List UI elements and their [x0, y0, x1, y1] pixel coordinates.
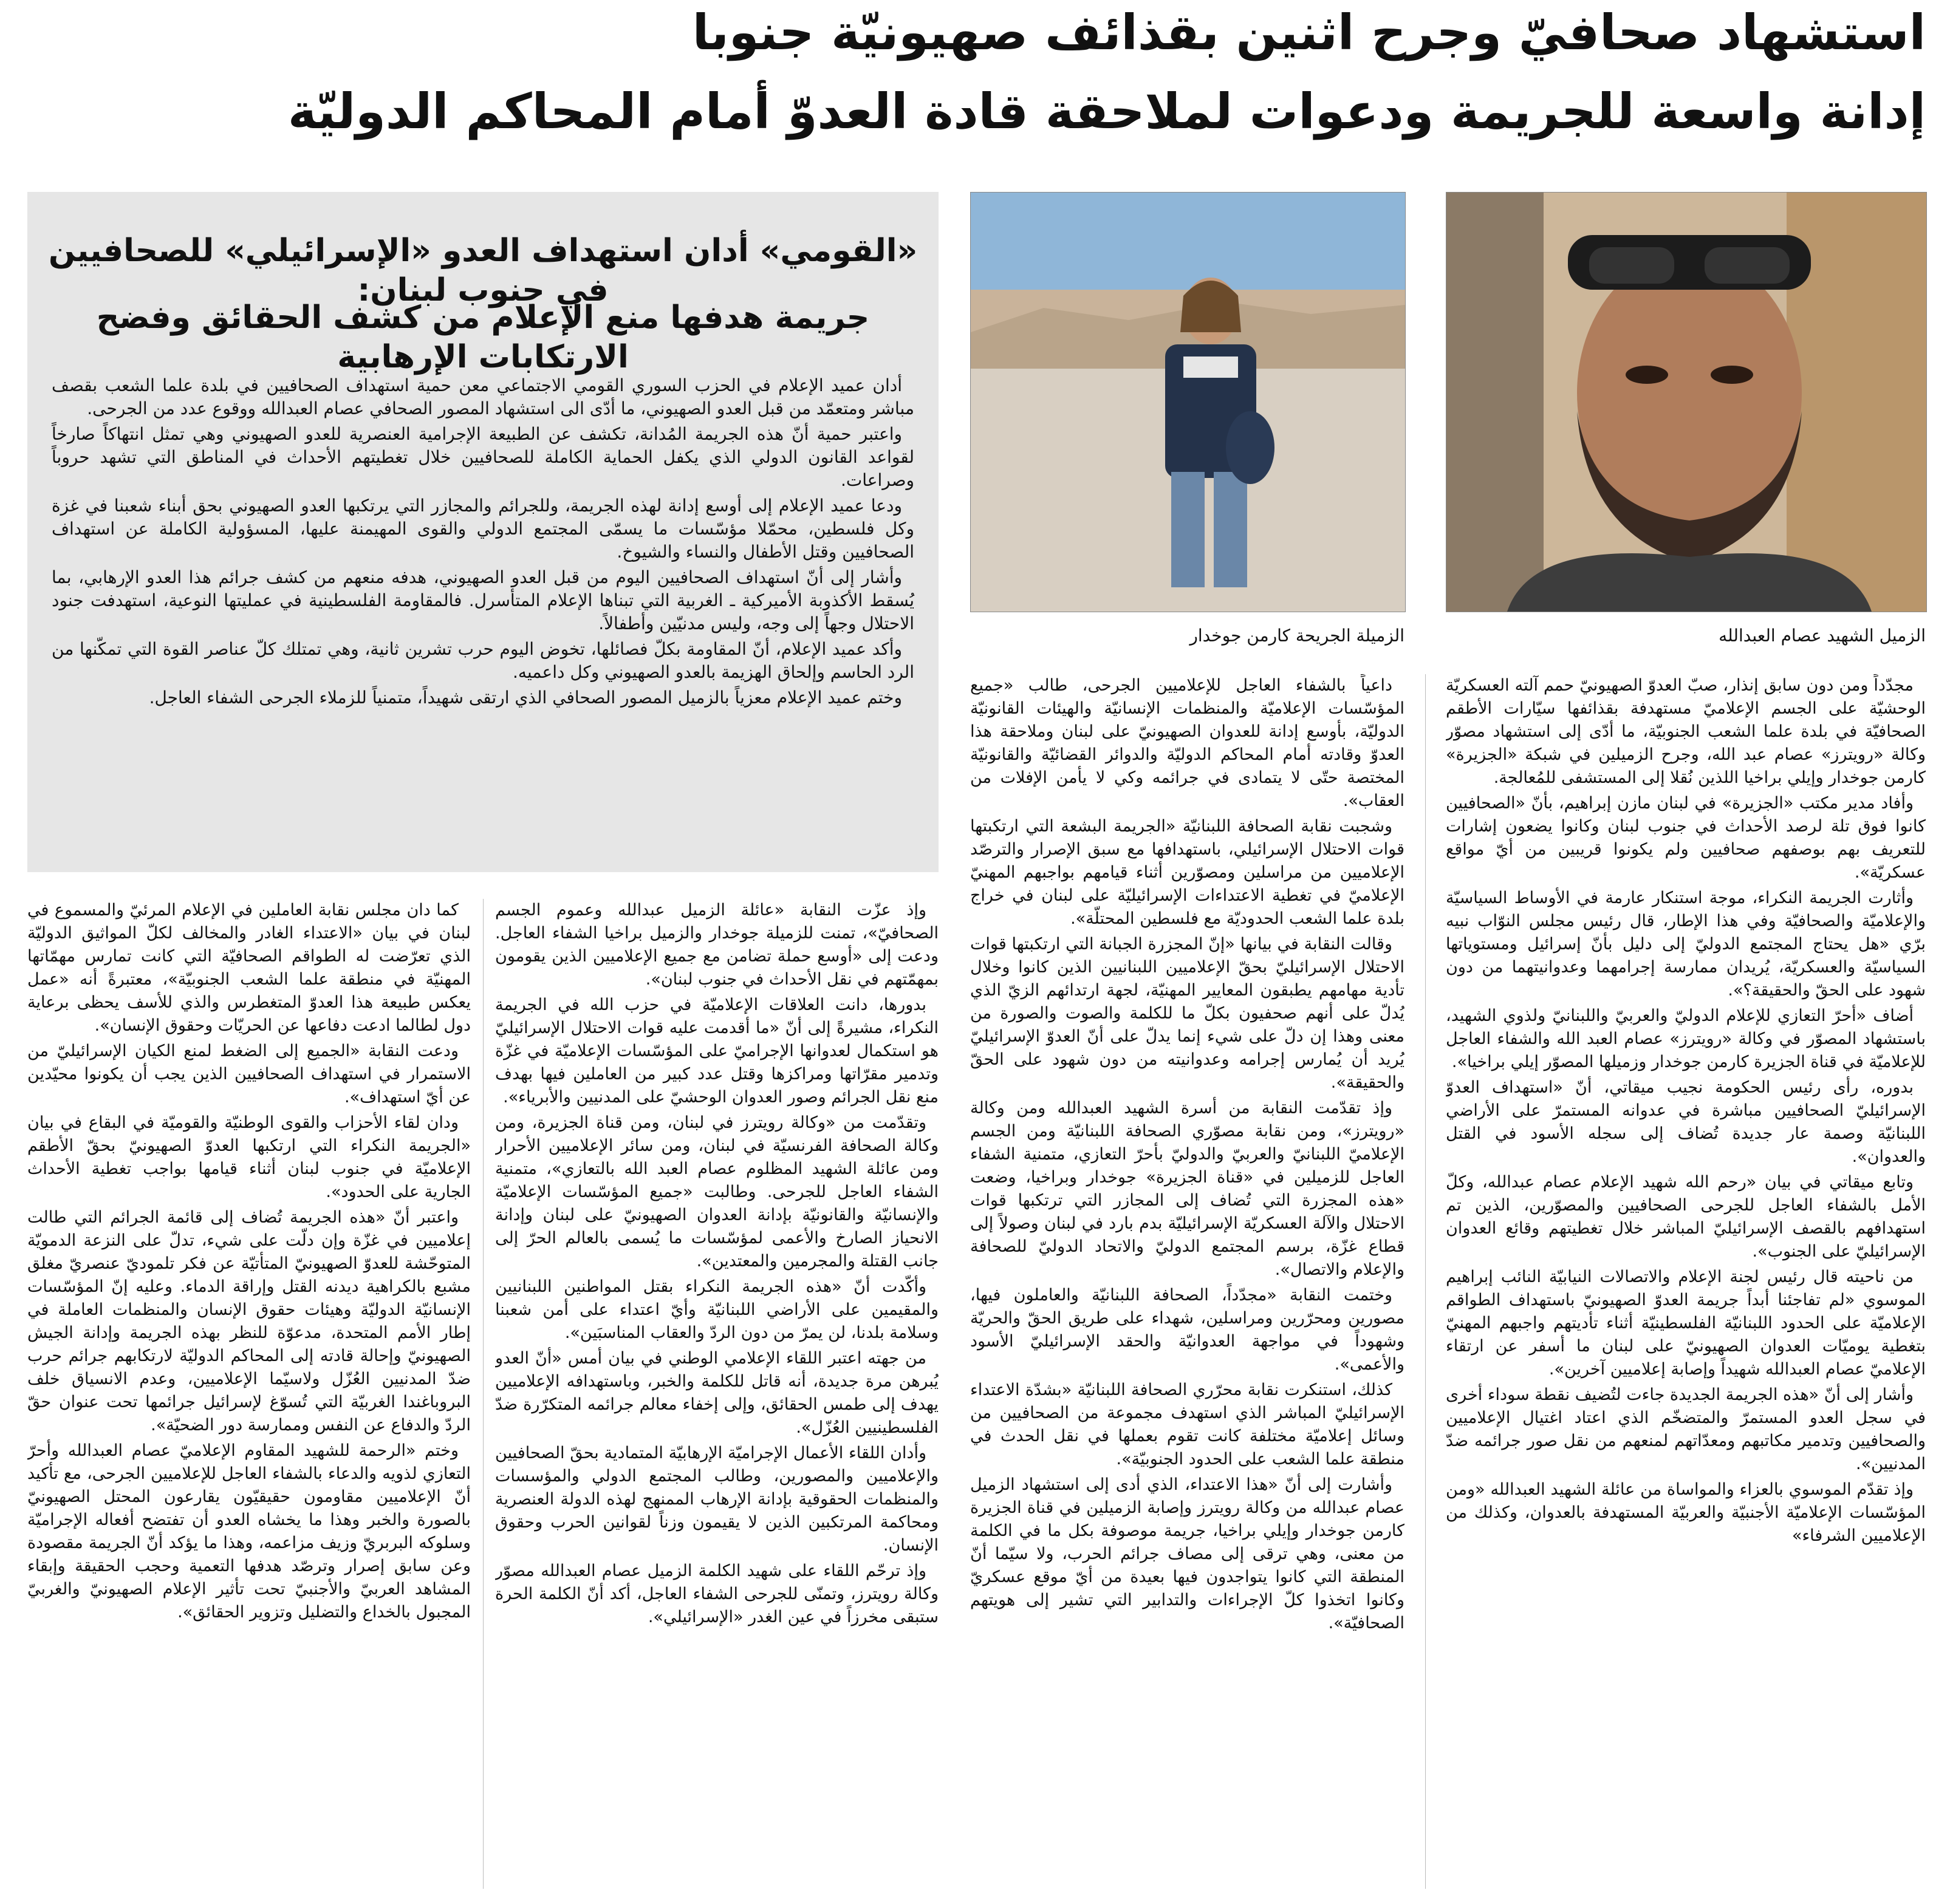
sidebar-paragraph: وختم عميد الإعلام معزياً بالزميل المصور الصحافي الذي ارتقى شهيداً، متمنياً للزملاء الجرحى الشفاء العاجل. [149, 688, 902, 708]
article-paragraph: كما دان مجلس نقابة العاملين في الإعلام المرئيّ والمسموع في لبنان في بيان «الاعتداء الغادر والمخالف لكلّ المواثيق الدوليّة الذي تعرّضت له الطواقم الصحافيّة التي كانت تمارس مهمّاتها المهنيّة في منطقة علما الشعب الجنوبيّة»، معتبرةً أنه «عمل يعكس طبيعة هذا العدوّ المتغطرس والذي للأسف يحظى برعاية دول لطالما ادعت دفاعها عن الحريّات وحقوق الإنسان». [27, 901, 471, 1035]
article-paragraph: وأفاد مدير مكتب «الجزيرة» في لبنان مازن إبراهيم، بأنّ «الصحافيين كانوا فوق تلة لرصد الأحداث في جنوب لبنان وكانوا يضعون إشارات للتعريف بهم بوصفهم صحافيين ولم يكونوا قريبين من أيّ مواقع عسكريّة». [1446, 794, 1926, 882]
article-paragraph: بدوره، رأى رئيس الحكومة نجيب ميقاتي، أنّ «استهداف العدوّ الإسرائيليّ الصحافيين مباشرة في عدوانه المستمرّ على الأراضي اللبنانيّة وصمة عار جديدة تُضاف إلى سجله الأسود في القتل والعدوان». [1446, 1078, 1926, 1166]
caption-wounded: الزميلة الجريحة كارمن جوخدار [1189, 626, 1404, 646]
article-paragraph: كذلك، استنكرت نقابة محرّري الصحافة اللبنانيّة «بشدّة الاعتداء الإسرائيليّ المباشر الذي استهدف مجموعة من الصحافيين من وسائل إعلاميّة مختلفة كانت تقوم بعملها في نقل الحدث في منطقة علما الشعب على الحدود الجنوبيّة». [970, 1380, 1404, 1469]
article-paragraph: وشجبت نقابة الصحافة اللبنانيّة «الجريمة البشعة التي ارتكبتها قوات الاحتلال الإسرائيلي، باستهدافها مع سبق الإصرار والترصّد الإعلاميين من مراسلين ومصوّرين أثناء قيامهم بواجبهم المهنيّ الإعلاميّ في تغطية الاعتداءات الإسرائيليّة على لبنان في خراج بلدة علما الشعب الحدوديّة مع فلسطين المحتلّة». [970, 817, 1404, 928]
sidebar-paragraph: ودعا عميد الإعلام إلى أوسع إدانة لهذه الجريمة، وللجرائم والمجازر التي يرتكبها العدو الصهيوني بحق أبناء شعبنا في غزة وكل فلسطين، محمّلا مؤسّسات ما يسمّى المجتمع الدولي والقوى المهيمنة عليها، المسؤولية الكاملة عن استهداف الصحافيين وقتل الأطفال والنساء والشيوخ. [52, 496, 914, 562]
article-paragraph: وأشارت إلى أنّ «هذا الاعتداء، الذي أدى إلى استشهاد الزميل عصام عبدالله من وكالة رويترز وإصابة الزميلين في قناة الجزيرة كارمن جوخدار وإيلي براخيا، جريمة موصوفة بكل ما في الكلمة من معنى، وهي ترقى إلى مصاف جرائم الحرب، ولا سيّما أنّ المنطقة التي كانوا يتواجدون فيها بعيدة من أيّ موقع عسكريّ وكانوا اتخذوا كلّ الإجراءات والتدابير التي تشير إلى هويتهم الصحافيّة». [970, 1475, 1404, 1633]
sidebar-box [27, 192, 939, 872]
article-paragraph: وأكّدت أنّ «هذه الجريمة النكراء بقتل المواطنين اللبنانيين والمقيمين على الأراضي اللبنانيّة وأيّ اعتداء على أمن شعبنا وسلامة بلدنا، لن يمرّ من دون الردّ والعقاب المناسبَين». [495, 1277, 939, 1342]
article-paragraph: وإذ تقدّمت النقابة من أسرة الشهيد العبدالله ومن وكالة «رويترز»، ومن نقابة مصوّري الصحافة اللبنانيّة ومن الجسم الإعلاميّ اللبنانيّ والعربيّ والدوليّ بأحرّ التعازي، متمنية الشفاء العاجل للزميلين في «قناة الجزيرة» جوخدار وبراخيا، وضعت «هذه المجزرة التي تُضاف إلى المجازر التي ترتكبها قوات الاحتلال والآلة العسكريّة الإسرائيليّة بدم بارد في لبنان وصولاً إلى قطاع غزّة، برسم المجتمع الدوليّ والاتحاد الدوليّ للصحافة والإعلام والاتصال». [970, 1099, 1404, 1279]
article-paragraph: وقالت النقابة في بيانها «إنّ المجزرة الجبانة التي ارتكبتها قوات الاحتلال الإسرائيليّ بحقّ الإعلاميين اللبنانيين الذين كانوا وخلال تأدية مهامهم يطبقون المعايير المهنيّة، لجهة ارتدائهم الزيّ الذي يُدلّ على أنهم صحفيون بكلّ ما للكلمة والصوت والصورة من معنى وهذا إن دلّ على شيء إنما يدلّ على أنّ العدوّ الإسرائيليّ يُريد أن يُمارس إجرامه وعدوانيته من دون شهود على الحقّ والحقيقة». [970, 935, 1404, 1092]
article-paragraph: وتقدّمت من «وكالة رويترز في لبنان، ومن قناة الجزيرة، ومن وكالة الصحافة الفرنسيّة في لبنان، ومن سائر الإعلاميين الأحرار ومن عائلة الشهيد المظلوم عصام العبد الله بالتعازي»، متمنية الشفاء العاجل للجرحى. وطالبت «جميع المؤسّسات الإعلاميّة والإنسانيّة والقانونيّة بإدانة العدوان الصهيونيّ على لبنان وإدانة الانحياز الصارخ والأعمى لمؤسّسات ما يُسمى بالعالم الحرّ إلى جانب القتلة والمجرمين والمعتدين». [495, 1113, 939, 1271]
sidebar-paragraph: وأكد عميد الإعلام، أنّ المقاومة بكلّ فصائلها، تخوض اليوم حرب تشرين ثانية، وهي تمتلك كلّ عناصر القوة التي تمكّنها من الرد الحاسم وإلحاق الهزيمة بالعدو الصهيوني وكل داعميه. [52, 639, 914, 682]
column-divider [483, 899, 484, 1889]
sidebar-paragraph: أدان عميد الإعلام في الحزب السوري القومي الاجتماعي معن حمية استهداف الصحافيين في بلدة علما الشعب بقصف مباشر ومتعمّد من قبل العدو الصهيوني، ما أدّى الى استشهاد المصور الصحافي عصام العبدالله ووقوع عدد من الجرحى. [52, 375, 914, 418]
caption-martyr: الزميل الشهيد عصام العبدالله [1719, 626, 1926, 646]
article-paragraph: وإذ عزّت النقابة «عائلة الزميل عبدالله وعموم الجسم الصحافيّ»، تمنت للزميلة جوخدار والزميل براخيا الشفاء العاجل. ودعت إلى «أوسع حملة تضامن مع جميع الإعلاميين الذين يقومون بمهمّتهم في نقل الأحداث في جنوب لبنان». [495, 901, 939, 989]
article-paragraph: وأثارت الجريمة النكراء، موجة استنكار عارمة في الأوساط السياسيّة والإعلاميّة والصحافيّة وفي هذا الإطار، قال رئيس مجلس النوّاب نبيه برّي «هل يحتاج المجتمع الدوليّ إلى دليل بأنّ إسرائيل ومستوياتها السياسيّة والعسكريّة، يُريدان ممارسة إجرامهما وعدوانيتهما من دون شهود على الحقّ والحقيقة؟». [1446, 889, 1926, 1000]
article-paragraph: وأشار إلى أنّ «هذه الجريمة الجديدة جاءت لتُضيف نقطة سوداء أخرى في سجل العدو المستمرّ والمتضخّم الذي اعتاد اغتيال الإعلاميين والصحافيين وتدمير مكاتبهم ومعدّاتهم لمنعهم من نقل صور جرائمه ضدّ المدنيين». [1446, 1385, 1926, 1473]
column-divider [1425, 674, 1426, 1889]
sidebar-paragraph: واعتبر حمية أنّ هذه الجريمة المُدانة، تكشف عن الطبيعة الإجرامية العنصرية للعدو الصهيوني وهي تمثل انتهاكاً صارخاً لقواعد القانون الدولي الذي يكفل الحماية الكاملة للصحافيين خلال تغطيتهم الأحداث في المناطق التي تشهد حروباً وصراعات. [52, 424, 914, 490]
headline-line1: استشهاد صحافيّ وجرح اثنين بقذائف صهيونيّة جنوبا [692, 4, 1926, 61]
photo-martyr-essam-abdallah [1446, 192, 1927, 612]
article-paragraph: من ناحيته قال رئيس لجنة الإعلام والاتصالات النيابيّة النائب إبراهيم الموسوي «لم تفاجئنا أبداً جريمة العدوّ الصهيونيّ باستهداف الطواقم الإعلاميّة على الحدود اللبنانيّة الفلسطينيّة أثناء تأديتهم واجبهم المهنيّ بتغطية يوميّات العدوان الصهيونيّ على لبنان ما أسفر عن ارتقاء الإعلاميّ عصام العبدالله شهيداً وإصابة إعلاميين آخرين». [1446, 1268, 1926, 1379]
article-paragraph: بدورها، دانت العلاقات الإعلاميّة في حزب الله في الجريمة النكراء، مشيرةً إلى أنّ «ما أقدمت عليه قوات الاحتلال الإسرائيليّ هو استكمال لعدوانها الإجراميّ على المؤسّسات الإعلاميّة في غزّة وتدمير مقرّاتها ومراكزها وقتل عدد كبير من العاملين فيها بهدف منع نقل الجرائم وصور العدوان الوحشيّ على المدنيين والأبرياء». [495, 995, 939, 1107]
sidebar-body [52, 374, 914, 712]
article-column-3 [495, 899, 939, 1889]
article-paragraph: داعياً بالشفاء العاجل للإعلاميين الجرحى، طالب «جميع المؤسّسات الإعلاميّة والمنظمات الإنسانيّة والهيئات القانونيّة الدوليّة، بأوسع إدانة للعدوان الصهيونيّ على لبنان وملاحقة هذا العدوّ وقادته أمام المحاكم الدوليّة والدوائر القضائيّة والقانونيّة المختصة حتّى لا يتمادى في جرائمه وكي لا يأمن الإفلات من العقاب». [970, 676, 1404, 810]
article-paragraph: وختم «الرحمة للشهيد المقاوم الإعلاميّ عصام العبدالله وأحرّ التعازي لذويه والدعاء بالشفاء العاجل للإعلاميين الجرحى، مع تأكيد أنّ الإعلاميين مقاومون حقيقيّون يقارعون المحتل الصهيونيّ بالصورة والخبر وهذا ما يخشاه العدو أن تفتضح أفعاله الإجراميّة وسلوكه البربريّ وزيف مزاعمه، وهذا ما يؤكد أنّ الجريمة مقصودة وعن سابق إصرار وترصّد هدفها التعمية وحجب الحقيقة وإبقاء المشاهد العربيّ والأجنبيّ تحت تأثير الإعلام الصهيونيّ والغربيّ المجبول بالخداع والتضليل وتزوير الحقائق». [27, 1441, 471, 1622]
photo-wounded-carmen-joukhadar [970, 192, 1406, 612]
sidebar-title-line2: جريمة هدفها منع الإعلام من كشف الحقائق وفضح الارتكابات الإرهابية [96, 299, 870, 375]
article-paragraph: وإذ ترحّم اللقاء على شهيد الكلمة الزميل عصام العبدالله مصوّر وكالة رويترز، وتمنّى للجرحى الشفاء العاجل، أكد أنّ الكلمة الحرة ستبقى مخرزاً في عين الغدر «الإسرائيلي». [495, 1561, 939, 1626]
sidebar-paragraph: وأشار إلى أنّ استهداف الصحافيين اليوم من قبل العدو الصهيوني، هدفه منعهم من كشف جرائم هذا العدو الإرهابي، بما يُسقط الأكذوبة الأميركية ـ الغربية التي تبناها الإعلام المتأسرل. فالمقاومة الفلسطينية في عمليتها النوعية، استهدفت جنود الاحتلال وجهاً إلى وجه، وليس مدنيّين وأطفالاً. [52, 567, 914, 633]
article-paragraph: وتابع ميقاتي في بيان «رحم الله شهيد الإعلام عصام عبدالله، وكلّ الأمل بالشفاء العاجل للجرحى الصحافيين والمصوّرين، الذين تم استهدافهم بالقصف الإسرائيليّ المباشر خلال تغطيتهم وقائع العدوان الإسرائيليّ على الجنوب». [1446, 1173, 1926, 1261]
article-paragraph: ودعت النقابة «الجميع إلى الضغط لمنع الكيان الإسرائيليّ من الاستمرار في استهداف الصحافيين الذين يجب أن يكونوا محيّدين عن أيّ استهداف». [27, 1042, 471, 1107]
sidebar-title-line1: «القومي» أدان استهداف العدو «الإسرائيلي» للصحافيين في جنوب لبنان: [48, 233, 918, 309]
article-paragraph: ودان لقاء الأحزاب والقوى الوطنيّة والقوميّة في البقاع في بيان «الجريمة النكراء التي ارتكبها العدوّ الصهيونيّ بحقّ الأطقم الإعلاميّة في جنوب لبنان أثناء قيامها بواجب تغطية الأحداث الجارية على الحدود». [27, 1113, 471, 1201]
article-column-4 [27, 899, 471, 1889]
article-paragraph: مجدّداً ومن دون سابق إنذار، صبّ العدوّ الصهيونيّ حمم آلته العسكريّة الوحشيّة على الجسم الإعلاميّ مستهدفة بقذائفها سيّارات الأطقم الصحافيّة في بلدة علما الشعب الجنوبيّة، ما أدّى إلى استشهاد مصوّر وكالة «رويترز» عصام عبد الله، وجرح الزميلين في شبكة «الجزيرة» كارمن جوخدار وإيلي براخيا اللذين نُقلا إلى المستشفى للمُعالجة. [1446, 676, 1926, 787]
article-paragraph: أضاف «أحرّ التعازي للإعلام الدوليّ والعربيّ واللبنانيّ ولذوي الشهيد، باستشهاد المصوّر في وكالة «رويترز» عصام العبد الله والشفاء العاجل للإعلاميّة في قناة الجزيرة كارمن جوخدار وزميلها المصوّر إيلي براخيا». [1446, 1006, 1926, 1071]
article-paragraph: من جهته اعتبر اللقاء الإعلامي الوطني في بيان أمس «أنّ العدو يُبرهن مرة جديدة، أنه قاتل للكلمة والخبر، وباستهدافه الإعلاميين يهدف إلى طمس الحقائق، وإلى إخفاء معالم جرائمه المتكرّرة ضدّ الفلسطينيين العُزّل». [495, 1349, 939, 1437]
article-paragraph: وختمت النقابة «مجدّداً، الصحافة اللبنانيّة والعاملون فيها، مصورين ومحرّرين ومراسلين، شهداء على طريق الحقّ والحريّة وشهوداً في مواجهة العدوانيّة والحقد الإسرائيليّ الأسود والأعمى». [970, 1286, 1404, 1374]
headline-line2: إدانة واسعة للجريمة ودعوات لملاحقة قادة العدوّ أمام المحاكم الدوليّة [287, 83, 1926, 140]
article-paragraph: واعتبر أنّ «هذه الجريمة تُضاف إلى قائمة الجرائم التي طالت إعلاميين في غزّة وإن دلّت على شيء، تدلّ على النزعة الدمويّة المتوحّشة للعدوّ الصهيونيّ المتأتيّة عن فكر تلموديّ عنصريّ مغلق مشبع بالكراهية ديدنه القتل وإراقة الدماء. وعليه إنّ المؤسّسات الإنسانيّة الدوليّة وهيئات حقوق الإنسان والمنظمات العاملة في إطار الأمم المتحدة، مدعوّة للنظر بهذه الجريمة وإدانة الجيش الصهيونيّ وإحالة قادته إلى المحاكم الدوليّة لارتكابهم جرائم حرب ضدّ المدنيين العُزّل ولاسيّما الإعلاميين، وعدم الانسياق خلف البروباغندا الغربيّة التي تُسوّغ لإسرائيل جرائمها تحت عنوان حقّ الردّ والدفاع عن النفس وممارسة دور الضحيّة». [27, 1208, 471, 1435]
article-column-2 [970, 674, 1404, 1889]
article-column-1 [1446, 674, 1926, 1889]
article-paragraph: وأدان اللقاء الأعمال الإجراميّة الإرهابيّة المتمادية بحقّ الصحافيين والإعلاميين والمصورين، وطالب المجتمع الدولي والمؤسسات والمنظمات الحقوقية بإدانة الإرهاب الممنهج لهذه الدولة العنصرية ومحاكمة المرتكبين الذين لا يقيمون وزناً لقوانين الحرب وحقوق الإنسان. [495, 1444, 939, 1555]
article-paragraph: وإذ تقدّم الموسوي بالعزاء والمواساة من عائلة الشهيد العبدالله «ومن المؤسّسات الإعلاميّة الأجنبيّة والعربيّة المستهدفة بالعدوان، وكذلك من الإعلاميين الشرفاء» [1446, 1480, 1926, 1545]
